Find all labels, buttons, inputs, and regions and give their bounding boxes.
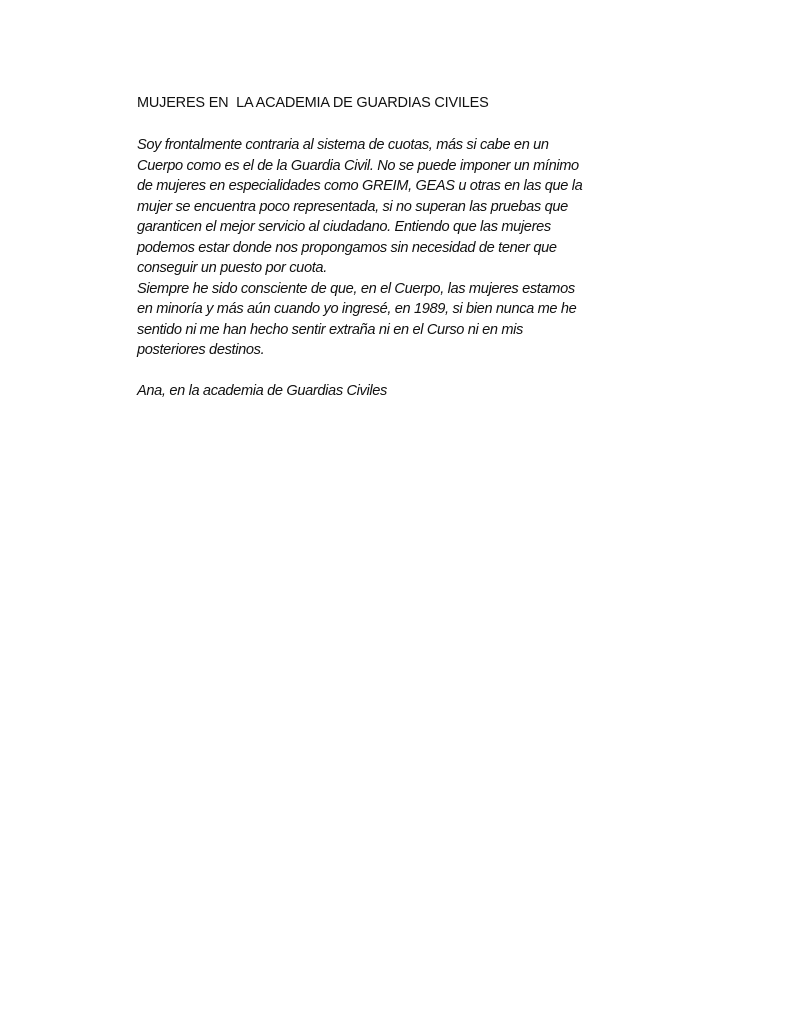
- document-body: [137, 135, 637, 361]
- body-line: en minoría y más aún cuando yo ingresé, en 1989, si bien nunca me he: [137, 301, 577, 317]
- body-line: garanticen el mejor servicio al ciudadano. Entiendo que las mujeres: [137, 219, 551, 235]
- body-line: podemos estar donde nos propongamos sin necesidad de tener que: [137, 239, 557, 256]
- document-title: MUJERES EN LA ACADEMIA DE GUARDIAS CIVILES: [137, 95, 489, 111]
- body-line: conseguir un puesto por cuota.: [137, 260, 327, 276]
- body-line: posteriores destinos.: [137, 342, 265, 358]
- body-line: sentido ni me han hecho sentir extraña ni en el Curso ni en mis: [137, 321, 523, 338]
- document-signature: Ana, en la academia de Guardias Civiles: [137, 382, 387, 399]
- body-line: Soy frontalmente contraria al sistema de cuotas, más si cabe en un: [137, 137, 549, 153]
- document-content: [137, 94, 637, 401]
- body-line: de mujeres en especialidades como GREIM, GEAS u otras en las que la: [137, 178, 583, 194]
- body-line: Cuerpo como es el de la Guardia Civil. No se puede imponer un mínimo: [137, 157, 579, 174]
- body-line: Siempre he sido consciente de que, en el Cuerpo, las mujeres estamos: [137, 280, 575, 297]
- body-line: mujer se encuentra poco representada, si no superan las pruebas que: [137, 198, 568, 215]
